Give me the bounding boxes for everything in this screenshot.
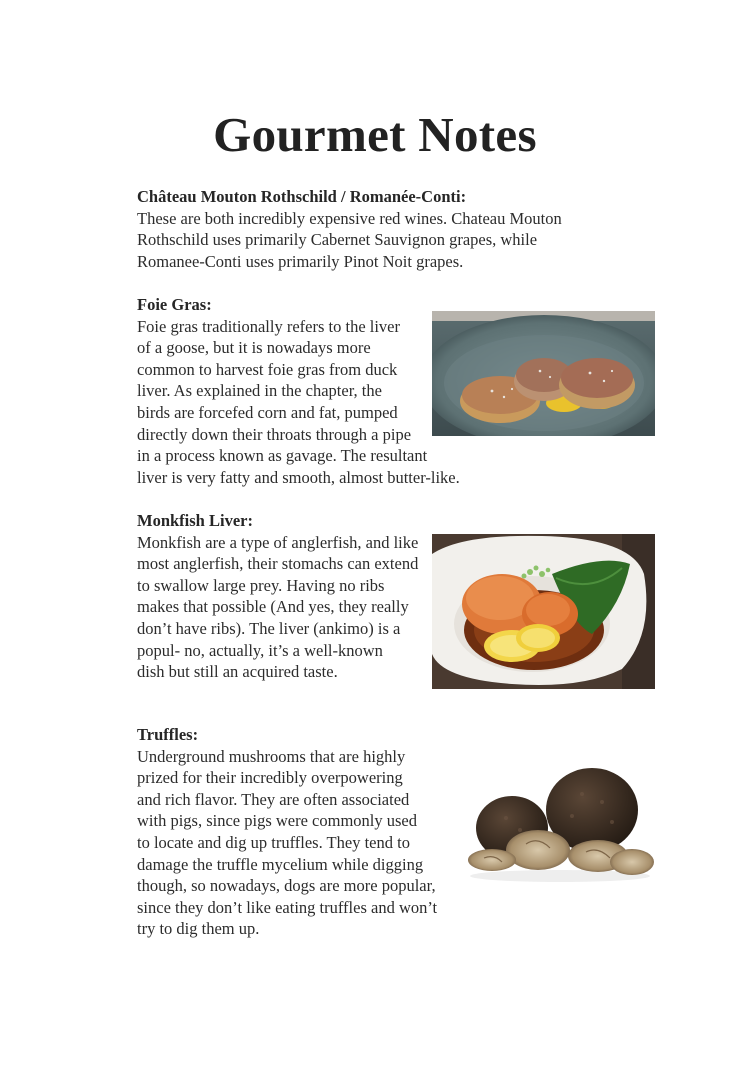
section-heading: Truffles: xyxy=(137,725,199,744)
body-line: Foie gras traditionally refers to the liver xyxy=(137,316,401,336)
foie-gras-photo xyxy=(432,311,655,436)
section-wines xyxy=(137,186,562,272)
section-truffles xyxy=(137,724,437,940)
body-line: These are both incredibly expensive red wines. Chateau Mouton xyxy=(137,208,562,228)
body-line: popul- no, actually, it’s a well-known xyxy=(137,640,383,660)
section-heading: Château Mouton Rothschild / Romanée-Conti: xyxy=(137,187,467,206)
body-line: try to dig them up. xyxy=(137,919,260,939)
body-line: Underground mushrooms that are highly xyxy=(137,746,406,766)
body-line: liver is very fatty and smooth, almost butter-like. xyxy=(137,467,460,487)
body-line: to swallow large prey. Having no ribs xyxy=(137,575,385,595)
body-line: liver. As explained in the chapter, the xyxy=(137,381,382,401)
body-line: in a process known as gavage. The resultant xyxy=(137,446,428,466)
body-line: damage the truffle mycelium while digging xyxy=(137,854,424,874)
section-monkfish-liver xyxy=(137,510,418,683)
body-line: and rich flavor. They are often associated xyxy=(137,789,410,809)
body-line: to locate and dig up truffles. They tend to xyxy=(137,832,410,852)
body-line: directly down their throats through a pipe xyxy=(137,424,412,444)
page-title: Gourmet Notes xyxy=(213,107,537,162)
body-line: prized for their incredibly overpowering xyxy=(137,768,403,788)
body-line: Rothschild uses primarily Cabernet Sauvignon grapes, while xyxy=(137,230,538,250)
body-line: birds are forcefed corn and fat, pumped xyxy=(137,402,398,422)
body-line: most anglerfish, their stomachs can extend xyxy=(137,554,419,574)
section-foie-gras xyxy=(137,294,460,488)
body-line: Romanee-Conti uses primarily Pinot Noit grapes. xyxy=(137,251,464,271)
body-line: of a goose, but it is nowadays more xyxy=(137,338,371,358)
monkfish-liver-photo xyxy=(432,534,655,689)
section-heading: Monkfish Liver: xyxy=(137,511,253,530)
body-line: since they don’t like eating truffles and won’t xyxy=(137,897,438,917)
body-line: don’t have ribs). The liver (ankimo) is a xyxy=(137,618,401,638)
section-heading: Foie Gras: xyxy=(137,295,212,314)
body-line: Monkfish are a type of anglerfish, and like xyxy=(137,532,419,552)
body-line: common to harvest foie gras from duck xyxy=(137,359,398,379)
body-line: makes that possible (And yes, they really xyxy=(137,597,409,617)
body-line: with pigs, since pigs were commonly used xyxy=(137,811,418,831)
body-line: though, so nowadays, dogs are more popular, xyxy=(137,876,436,896)
truffles-photo xyxy=(462,764,657,886)
body-line: dish but still an acquired taste. xyxy=(137,662,338,682)
